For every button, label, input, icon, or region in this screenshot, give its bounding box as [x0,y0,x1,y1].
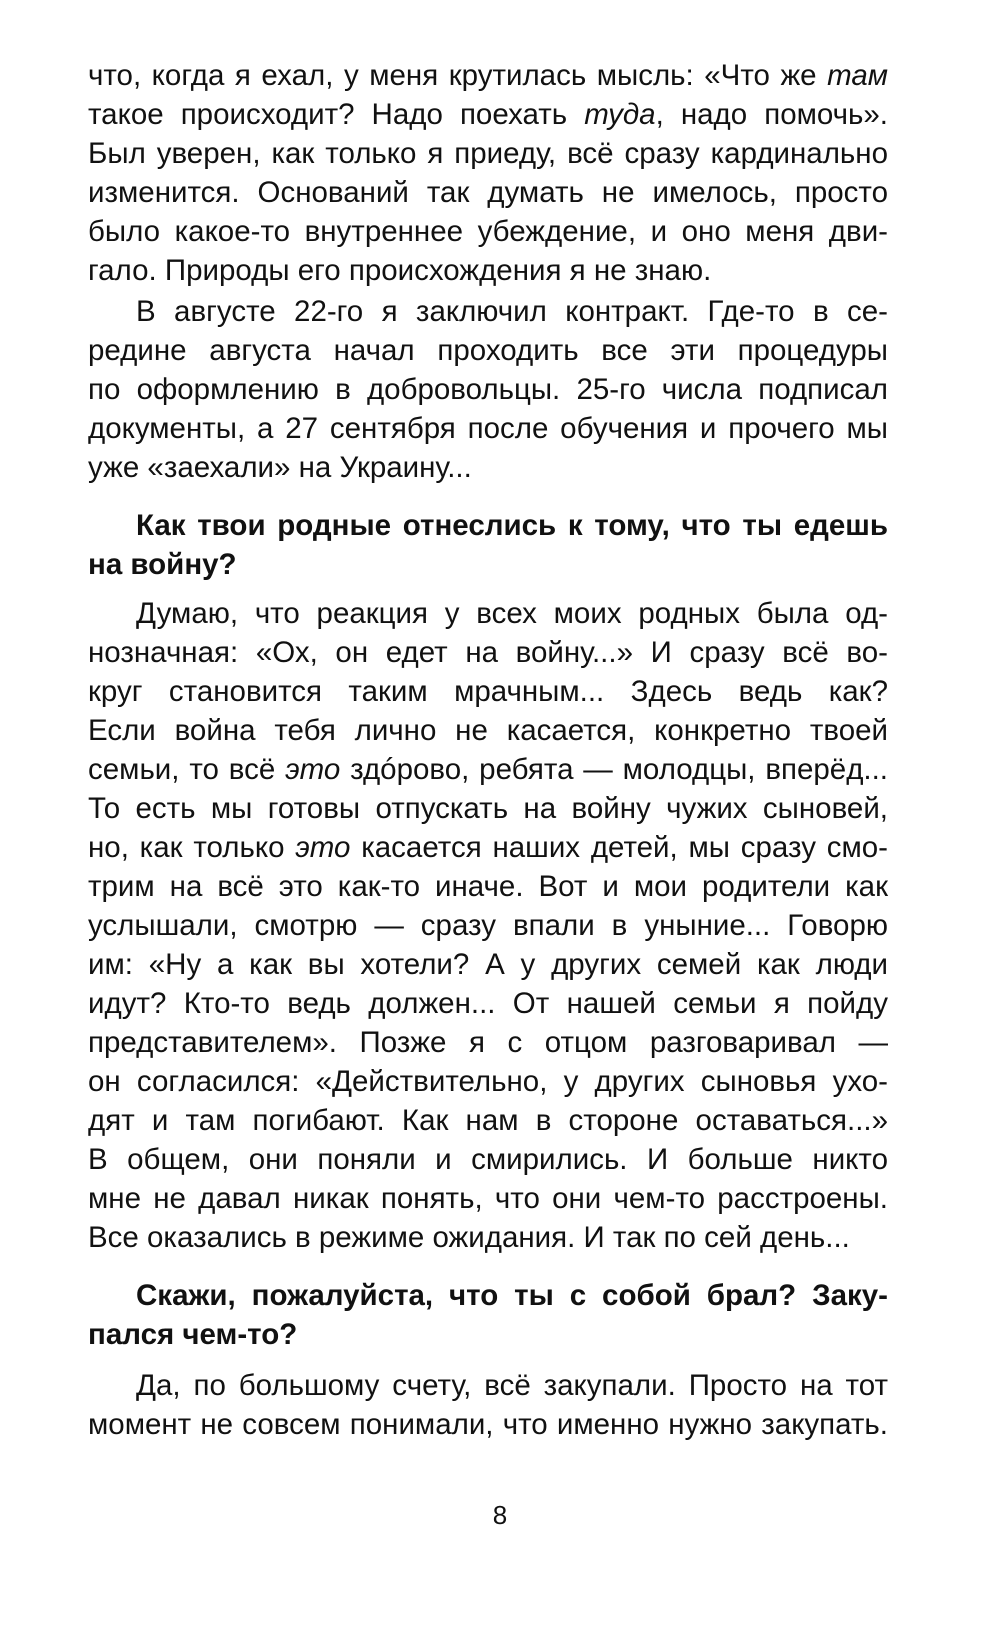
paragraph-line [88,711,888,751]
text-run: им: «Ну а как вы хотели? А у других семей как люди [88,948,888,981]
text-run: представителем». Позже я с отцом разговаривал — [88,1026,888,1059]
paragraph-line [88,212,888,252]
paragraph-line [136,1366,888,1406]
text-run: В общем, они поняли и смирились. И больше никто [88,1143,888,1176]
italic-run: это [295,831,351,864]
paragraph-line [88,672,888,712]
text-run: по оформлению в добровольцы. 25-го числа подписал [88,373,888,406]
text-run: было какое-то внутреннее убеждение, и оно меня дви- [88,215,888,248]
paragraph-line [88,1218,888,1258]
text-run: уже «заехали» на Украину... [88,451,472,484]
question-line [136,506,888,546]
text-run: трим на всё это как-то иначе. Вот и мои родители как [88,870,888,903]
text-run: что, когда я ехал, у меня крутилась мысль: «Что же [88,59,828,92]
italic-run: там [827,59,888,92]
paragraph-line [88,633,888,673]
text-run: круг становится таким мрачным... Здесь ведь как? [88,675,888,708]
paragraph-line [88,1405,888,1445]
paragraph-line [88,867,888,907]
paragraph-line [88,331,888,371]
text-run: услышали, смотрю — сразу впали в уныние... Говорю [88,909,888,942]
text-run: Как твои родные отнеслись к тому, что ты едешь [136,509,888,542]
text-run: мне не давал никак понять, что они чем-то расстроены. [88,1182,888,1215]
text-run: идут? Кто-то ведь должен... От нашей семьи я пойду [88,987,888,1020]
text-run: То есть мы готовы отпускать на войну чужих сыновей, [88,792,888,825]
paragraph-line [88,984,888,1024]
paragraph-line [136,594,888,634]
question-line [88,545,888,585]
text-run: Все оказались в режиме ожидания. И так по сей день... [88,1221,850,1254]
italic-run: туда [584,98,656,131]
text-run: на войну? [88,548,237,581]
paragraph-line [88,251,888,291]
paragraph-line [88,95,888,135]
text-run: здóрово, ребята — молодцы, вперёд... [340,753,889,786]
paragraph-line [88,1101,888,1141]
paragraph-line [88,1023,888,1063]
paragraph-line [136,292,888,332]
paragraph-line [88,448,888,488]
paragraph-line [88,370,888,410]
text-run: семьи, то всё [88,753,286,786]
paragraph-line [88,906,888,946]
text-run: он согласился: «Действительно, у других сыновья ухо- [88,1065,888,1098]
text-run: такое происходит? Надо поехать [88,98,585,131]
paragraph-line [88,828,888,868]
text-run: Если война тебя лично не касается, конкретно твоей [88,714,888,747]
italic-run: это [285,753,341,786]
question-line [88,1315,888,1355]
paragraph-line [88,173,888,213]
paragraph-line [88,1140,888,1180]
text-run: момент не совсем понимали, что именно нужно закупать. [88,1408,888,1441]
text-run: изменится. Оснований так думать не имелось, просто [88,176,888,209]
text-run: Да, по большому счету, всё закупали. Просто на тот [136,1369,888,1402]
paragraph-line [88,945,888,985]
paragraph-line [88,1179,888,1219]
text-run: редине августа начал проходить все эти процедуры [88,334,888,367]
text-run: В августе 22-го я заключил контракт. Где-то в се- [136,295,888,328]
paragraph-line [88,789,888,829]
paragraph-line [88,750,888,790]
text-run: , надо помочь». [655,98,888,131]
text-run: Скажи, пожалуйста, что ты с собой брал? Заку- [136,1279,888,1312]
text-run: но, как только [88,831,296,864]
text-run: Думаю, что реакция у всех моих родных была од- [136,597,888,630]
page-number: 8 [492,1500,508,1530]
text-run: нозначная: «Ох, он едет на войну...» И сразу всё во- [88,636,888,669]
question-line [136,1276,888,1316]
paragraph-line [88,134,888,174]
text-run: документы, а 27 сентября после обучения и прочего мы [88,412,888,445]
text-run: касается наших детей, мы сразу смо- [350,831,888,864]
paragraph-line [88,56,888,96]
text-run: гало. Природы его происхождения я не знаю. [88,254,712,287]
paragraph-line [88,1062,888,1102]
text-run: Был уверен, как только я приеду, всё сразу кардинально [88,137,888,170]
text-run: пался чем-то? [88,1318,298,1351]
text-run: дят и там погибают. Как нам в стороне оставаться...» [88,1104,888,1137]
paragraph-line [88,409,888,449]
